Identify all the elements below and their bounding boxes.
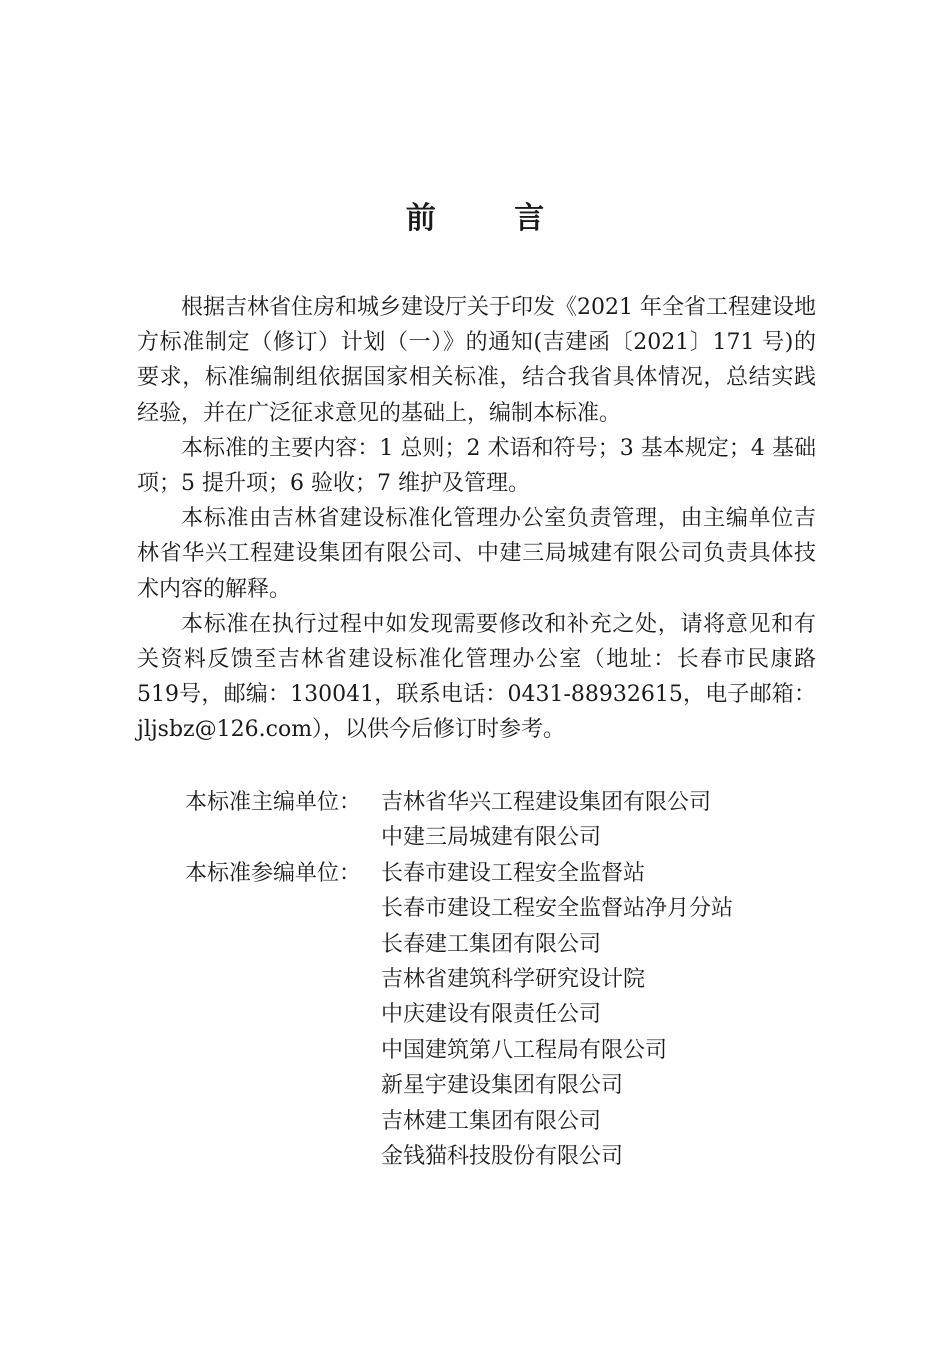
foreword-body	[137, 290, 816, 748]
participating-units-label: 本标准参编单位：	[185, 860, 362, 886]
chief-units-row	[185, 785, 805, 856]
participating-units-row	[185, 856, 805, 1175]
chief-units-list	[381, 785, 805, 856]
participating-units-list	[381, 856, 805, 1175]
page-title: 前 言	[405, 201, 579, 236]
paragraph-management: 本标准由吉林省建设标准化管理办公室负责管理，由主编单位吉林省华兴工程建设集团有限公司、中建三局城建有限公司负责具体技术内容的解释。	[137, 506, 816, 602]
units-section	[185, 785, 805, 1174]
paragraph-contents: 本标准的主要内容：1 总则；2 术语和符号；3 基本规定；4 基础项；5 提升项；6 验收；7 维护及管理。	[137, 435, 816, 497]
chief-unit-item: 吉林省华兴工程建设集团有限公司	[381, 790, 712, 815]
participating-unit-item: 长春市建设工程安全监督站	[381, 860, 646, 886]
participating-unit-item: 金钱猫科技股份有限公司	[381, 1144, 624, 1170]
paragraph-feedback: 本标准在执行过程中如发现需要修改和补充之处，请将意见和有关资料反馈至吉林省建设标准化管理办公室（地址：长春市民康路519号，邮编：130041，联系电话：0431-88932615，电子邮箱：jljsbz@126.com），以供今后修订时参考。	[137, 611, 816, 743]
participating-unit-item: 长春建工集团有限公司	[381, 931, 602, 957]
participating-unit-item: 新星宇建设集团有限公司	[381, 1073, 624, 1099]
participating-unit-item: 中国建筑第八工程局有限公司	[381, 1037, 668, 1063]
chief-units-label: 本标准主编单位：	[185, 790, 362, 815]
paragraph-basis: 根据吉林省住房和城乡建设厅关于印发《2021 年全省工程建设地方标准制定（修订）计划（一）》的通知(吉建函〔2021〕171 号)的要求，标准编制组依据国家相关标准，结合我省具体情况，总结实践经验，并在广泛征求意见的基础上，编制本标准。	[137, 295, 816, 426]
participating-unit-item: 吉林省建筑科学研究设计院	[381, 967, 646, 993]
participating-unit-item: 长春市建设工程安全监督站净月分站	[381, 896, 734, 922]
chief-unit-item: 中建三局城建有限公司	[381, 825, 602, 851]
participating-unit-item: 吉林建工集团有限公司	[381, 1108, 602, 1134]
participating-unit-item: 中庆建设有限责任公司	[381, 1002, 602, 1028]
